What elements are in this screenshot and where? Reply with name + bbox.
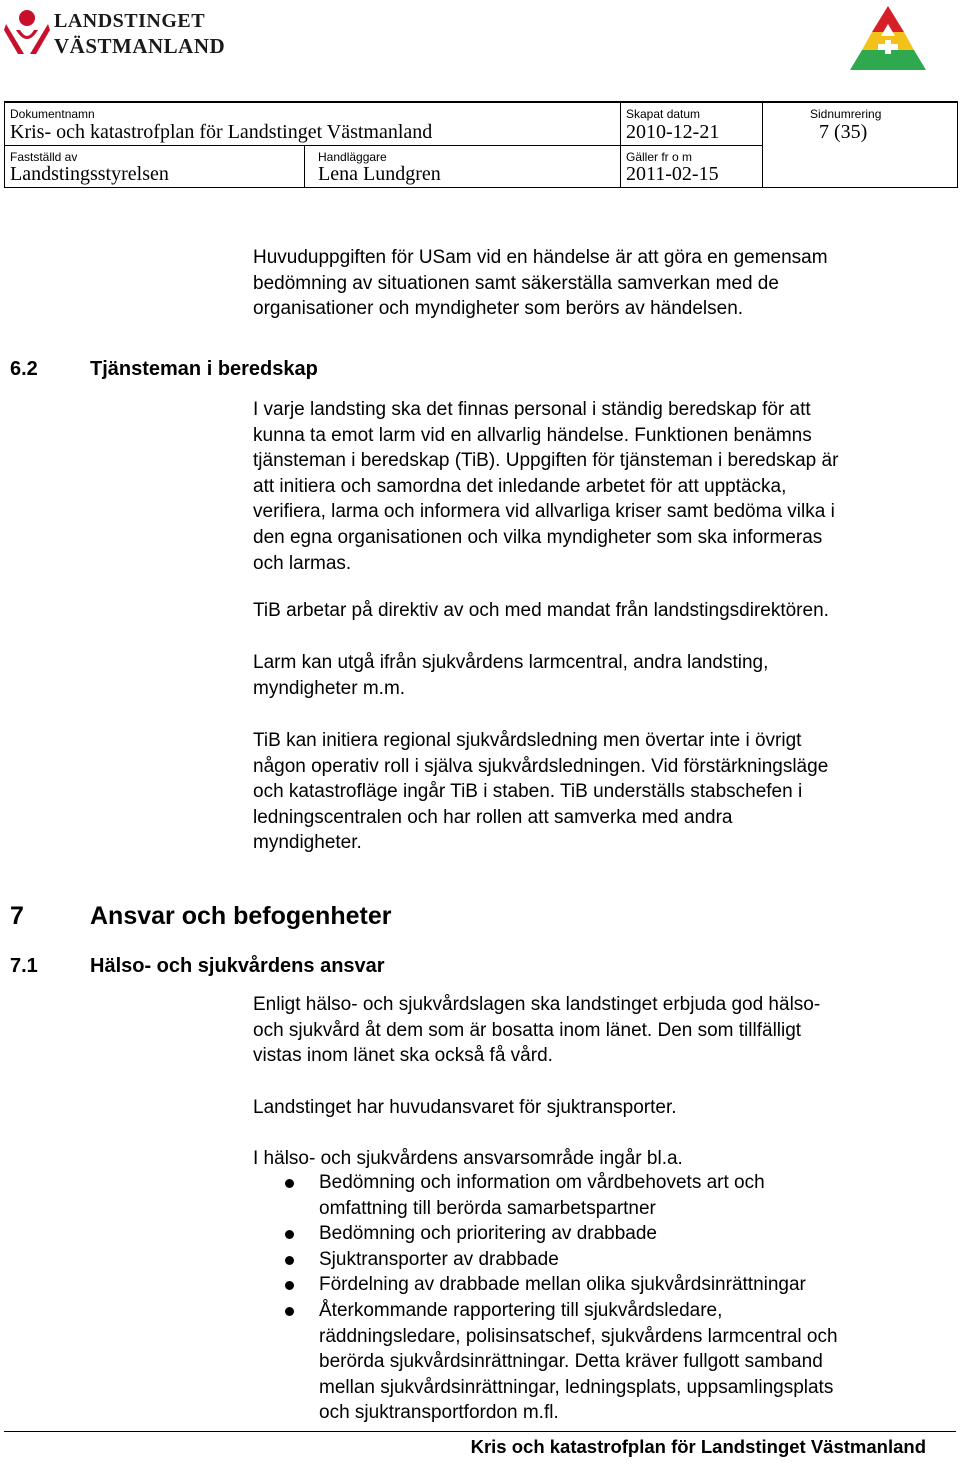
section-heading-6-2: 6.2 Tjänsteman i beredskap — [10, 358, 318, 380]
healthcare-paragraph-1: Enligt hälso- och sjukvårdslagen ska landstinget erbjuda god hälso- och sjukvård åt dem som är bosatta inom länet. Den som tillfälligt vistas inom länet ska också få vård. — [253, 994, 821, 1067]
value-faststalld-av: Landstingsstyrelsen — [10, 163, 169, 185]
value-handlaggare: Lena Lundgren — [318, 163, 441, 185]
section-heading-7: 7 Ansvar och befogenheter — [10, 902, 392, 930]
label-faststalld-av: Fastställd av — [10, 150, 78, 164]
value-dokumentnamn: Kris- och katastrofplan för Landstinget Västmanland — [10, 121, 433, 143]
label-handlaggare: Handläggare — [318, 150, 387, 164]
triangle-logo-icon — [848, 4, 928, 72]
footer-divider — [4, 1431, 956, 1432]
bullet-icon — [285, 1230, 294, 1239]
healthcare-paragraph-3: I hälso- och sjukvårdens ansvarsområde ingår bl.a. — [253, 1148, 683, 1169]
list-item: Fördelning av drabbade mellan olika sjukvårdsinrättningar — [253, 1272, 838, 1298]
list-item: Bedömning och prioritering av drabbade — [253, 1221, 838, 1247]
label-dokumentnamn: Dokumentnamn — [10, 107, 95, 121]
logo-emblem-icon — [4, 8, 50, 58]
label-sidnumrering: Sidnumrering — [810, 107, 882, 121]
intro-paragraph: Huvuduppgiften för USam vid en händelse är att göra en gemensam bedömning av situationen samt säkerställa samverkan med de organisationer och myndigheter som berörs av händelsen. — [253, 247, 828, 320]
responsibility-list — [253, 1170, 838, 1426]
logo-line-1: LANDSTINGET — [54, 10, 206, 32]
value-galler-fr-o-m: 2011-02-15 — [626, 163, 719, 185]
document-header — [4, 101, 958, 189]
healthcare-paragraph-2: Landstinget har huvudansvaret för sjuktransporter. — [253, 1097, 677, 1118]
tib-paragraph-4: TiB kan initiera regional sjukvårdsledning men övertar inte i övrigt någon operativ roll i själva sjukvårdsledningen. Vid förstärkningsläge och katastrofläge ingår TiB i staben. TiB underställs stabschefen i ledningscentralen och har rollen att samverka med andra myndigheter. — [253, 730, 829, 854]
list-item: Sjuktransporter av drabbade — [253, 1247, 838, 1273]
bullet-icon — [285, 1307, 294, 1316]
section-heading-7-1: 7.1 Hälso- och sjukvårdens ansvar — [10, 955, 385, 977]
tib-paragraph-2: TiB arbetar på direktiv av och med mandat från landstingsdirektören. — [253, 600, 829, 621]
organization-logo — [4, 6, 226, 62]
bullet-icon — [285, 1179, 294, 1188]
value-sidnumrering: 7 (35) — [819, 121, 868, 143]
value-skapat-datum: 2010-12-21 — [626, 121, 720, 143]
list-item: Återkommande rapportering till sjukvårdsledare, räddningsledare, polisinsatschef, sjukvårdens larmcentral och berörda sjukvårdsinrättningar. Detta kräver fullgott samband mellan sjukvårdsinrättningar, ledningsplats, uppsamlingsplats och sjuktransportfordon m.fl. — [253, 1298, 838, 1426]
label-skapat-datum: Skapat datum — [626, 107, 701, 121]
logo-line-2: VÄSTMANLAND — [54, 34, 226, 58]
tib-paragraph-3: Larm kan utgå ifrån sjukvårdens larmcentral, andra landsting, myndigheter m.m. — [253, 652, 769, 699]
page-footer: Kris och katastrofplan för Landstinget Västmanland — [470, 1436, 926, 1457]
list-item: Bedömning och information om vårdbehovets art och omfattning till berörda samarbetspartner — [253, 1170, 838, 1221]
bullet-icon — [285, 1256, 294, 1265]
label-galler-fr-o-m: Gäller fr o m — [626, 150, 693, 164]
tib-paragraph-1: I varje landsting ska det finnas personal i ständig beredskap för att kunna ta emot larm vid en allvarlig händelse. Funktionen benämns tjänsteman i beredskap (TiB). Uppgiften för tjänsteman i beredskap är att initiera och samordna det inledande arbetet för att upptäcka, verifiera, larma och informera vid allvarliga kriser samt bedöma vilka i den egna organisationen och vilka myndigheter som ska informeras och larmas. — [253, 399, 839, 574]
bullet-icon — [285, 1281, 294, 1290]
